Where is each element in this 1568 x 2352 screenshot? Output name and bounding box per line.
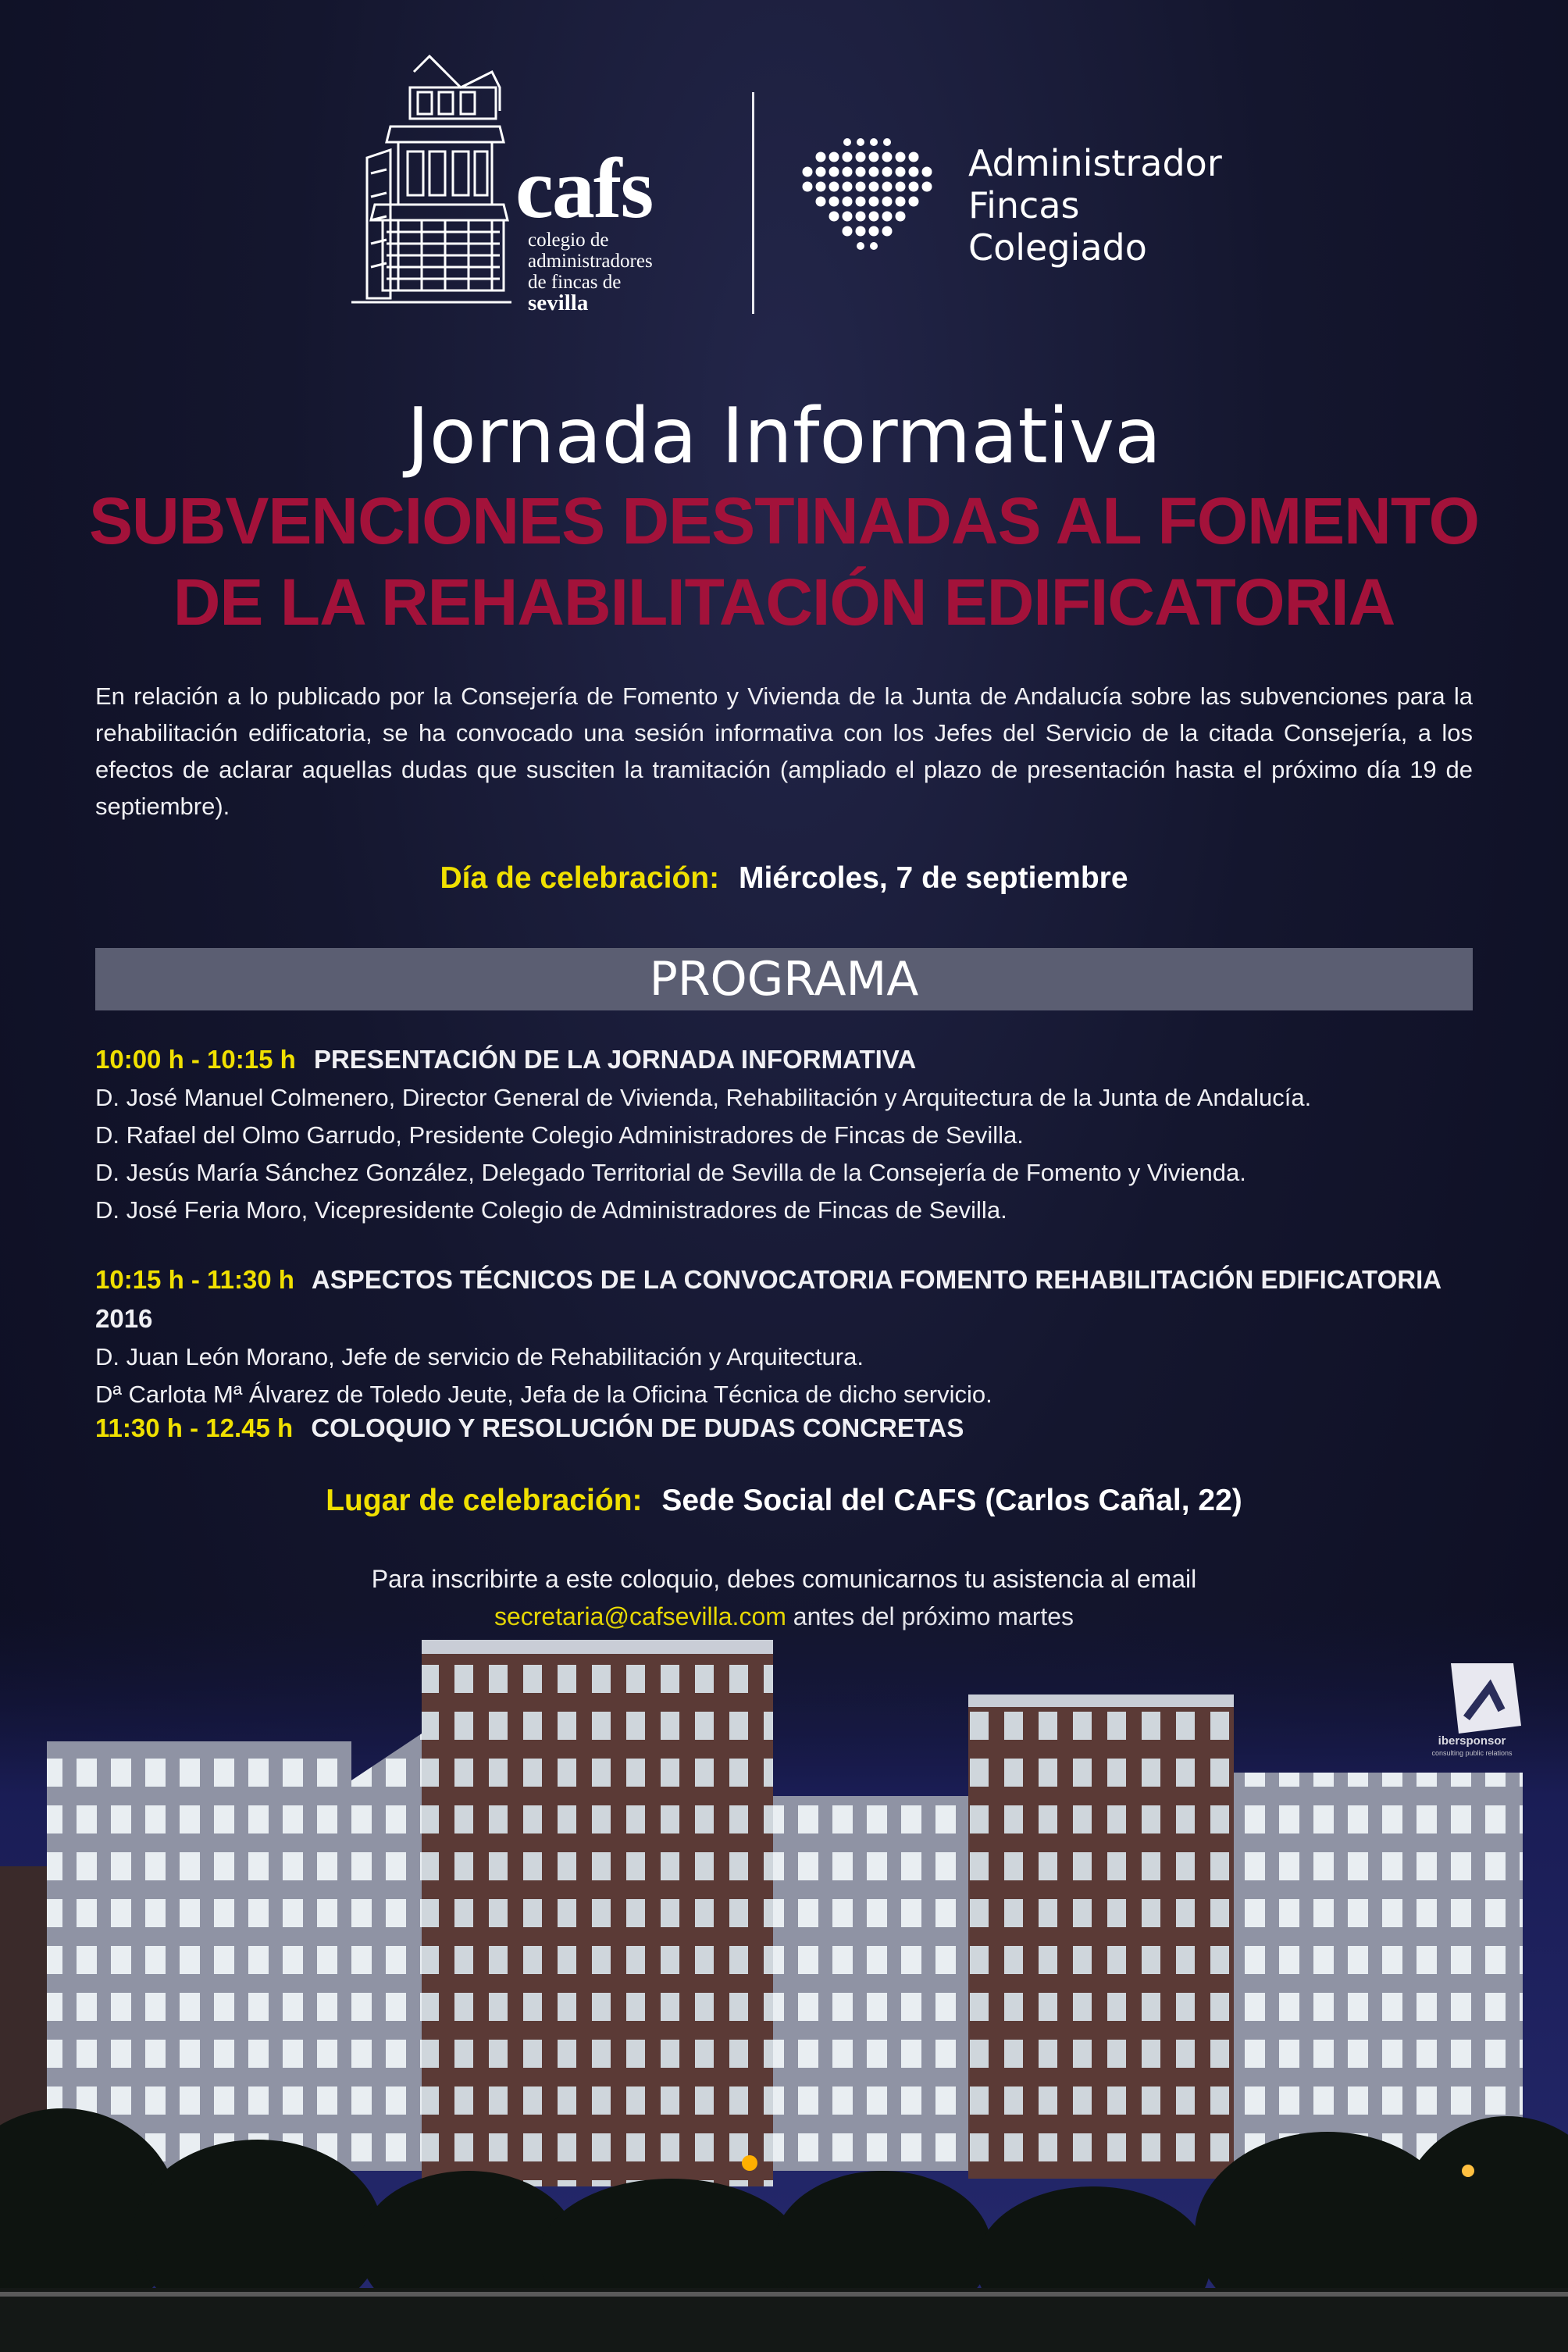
afc-dot bbox=[856, 152, 866, 162]
afc-dot bbox=[896, 182, 906, 192]
afc-dot bbox=[829, 197, 839, 207]
afc-dot bbox=[857, 242, 864, 250]
header-divider bbox=[752, 92, 754, 314]
afc-text-line: Colegiado bbox=[968, 226, 1147, 269]
cafs-subtitle-line: colegio de bbox=[528, 230, 609, 251]
afc-dot bbox=[856, 182, 866, 192]
afc-dot bbox=[856, 226, 866, 237]
afc-dot bbox=[843, 212, 853, 222]
afc-dot bbox=[816, 182, 826, 192]
program-time: 10:15 h - 11:30 h bbox=[95, 1265, 294, 1294]
afc-dot bbox=[883, 138, 891, 146]
afc-dot bbox=[803, 167, 813, 177]
event-date-value: Miércoles, 7 de septiembre bbox=[738, 861, 1128, 895]
speaker-line: Dª Carlota Mª Álvarez de Toledo Jeute, Jefa de la Oficina Técnica de dicho servicio. bbox=[95, 1381, 992, 1408]
program-time: 10:00 h - 10:15 h bbox=[95, 1045, 296, 1074]
afc-dot bbox=[869, 167, 879, 177]
afc-dot bbox=[843, 197, 853, 207]
afc-dot bbox=[870, 138, 878, 146]
afc-dot bbox=[869, 212, 879, 222]
program-block-header bbox=[95, 1260, 1473, 1338]
afc-dot bbox=[843, 138, 851, 146]
cafs-subtitle-line: de fincas de bbox=[528, 272, 622, 293]
afc-dot bbox=[857, 138, 864, 146]
program-block bbox=[95, 1260, 1473, 1413]
afc-dot bbox=[816, 152, 826, 162]
program-block-header bbox=[95, 1409, 1473, 1448]
cafs-subtitle-line: administradores bbox=[528, 251, 653, 272]
afc-dot bbox=[896, 152, 906, 162]
afc-dot bbox=[856, 212, 866, 222]
afc-dot bbox=[882, 152, 893, 162]
cafs-logo-subtitle bbox=[528, 230, 653, 314]
program-block bbox=[95, 1409, 1473, 1448]
afc-dot bbox=[843, 167, 853, 177]
afc-text-line: Administrador bbox=[968, 142, 1222, 184]
speaker-line: D. José Feria Moro, Vicepresidente Colegio de Administradores de Fincas de Sevilla. bbox=[95, 1196, 1007, 1224]
afc-dot bbox=[816, 197, 826, 207]
afc-dot bbox=[909, 182, 919, 192]
afc-logo-text bbox=[968, 142, 1222, 269]
afc-dot bbox=[882, 167, 893, 177]
program-time: 11:30 h - 12.45 h bbox=[95, 1413, 294, 1442]
registration-line: Para inscribirte a este coloquio, debes comunicarnos tu asistencia al email bbox=[371, 1565, 1197, 1593]
afc-dot bbox=[856, 197, 866, 207]
afc-dot bbox=[896, 167, 906, 177]
afc-dot bbox=[909, 197, 919, 207]
afc-dot bbox=[829, 212, 839, 222]
afc-dot bbox=[829, 167, 839, 177]
afc-dot bbox=[816, 167, 826, 177]
afc-dot bbox=[869, 197, 879, 207]
speaker-line: D. Juan León Morano, Jefe de servicio de Rehabilitación y Arquitectura. bbox=[95, 1343, 864, 1370]
afc-dot bbox=[882, 197, 893, 207]
ibersponsor-tagline: consulting public relations bbox=[1431, 1749, 1513, 1757]
afc-dot bbox=[896, 212, 906, 222]
subtitle-line-1: SUBVENCIONES DESTINADAS AL FOMENTO bbox=[89, 484, 1479, 558]
afc-dot bbox=[896, 197, 906, 207]
afc-dot bbox=[843, 182, 853, 192]
event-date bbox=[0, 859, 1568, 898]
afc-dot bbox=[803, 182, 813, 192]
program-title: COLOQUIO Y RESOLUCIÓN DE DUDAS CONCRETAS bbox=[311, 1413, 964, 1442]
intro-paragraph: En relación a lo publicado por la Consejería de Fomento y Vivienda de la Junta de Andalucía sobre las subvenciones para la rehabilitación edificatoria, se ha convocado una sesión informativa con los Jefes del Servicio de la citada Consejería, a los efectos de aclarar aquellas dudas que susciten la tramitación (ampliado el plazo de presentación hasta el próximo día 19 de septiembre). bbox=[95, 682, 1473, 820]
speaker-line: D. José Manuel Colmenero, Director General de Vivienda, Rehabilitación y Arquitectura de la Junta de Andalucía. bbox=[95, 1084, 1312, 1111]
event-location bbox=[0, 1479, 1568, 1523]
program-block-header bbox=[95, 1040, 1473, 1079]
event-date-label: Día de celebración: bbox=[440, 861, 720, 895]
subtitle-line-2: DE LA REHABILITACIÓN EDIFICATORIA bbox=[173, 565, 1395, 639]
event-location-label: Lugar de celebración: bbox=[326, 1484, 643, 1517]
afc-dot bbox=[869, 226, 879, 237]
cafs-subtitle-line: sevilla bbox=[528, 290, 589, 315]
programa-heading: PROGRAMA bbox=[649, 952, 919, 1007]
afc-text-line: Fincas bbox=[968, 184, 1080, 226]
afc-dot bbox=[869, 182, 879, 192]
program-block bbox=[95, 1040, 1473, 1229]
afc-dot bbox=[856, 167, 866, 177]
ibersponsor-logo-icon bbox=[1435, 1655, 1529, 1765]
page-subtitle bbox=[0, 480, 1568, 643]
afc-dot bbox=[909, 167, 919, 177]
cafs-building-logo bbox=[344, 41, 523, 311]
afc-dot bbox=[870, 242, 878, 250]
afc-dot bbox=[922, 182, 932, 192]
afc-dot bbox=[829, 182, 839, 192]
building-photo bbox=[0, 1609, 1568, 2352]
program-title: ASPECTOS TÉCNICOS DE LA CONVOCATORIA FOMENTO REHABILITACIÓN EDIFICATORIA 2016 bbox=[95, 1265, 1441, 1333]
afc-dots-logo bbox=[801, 134, 934, 259]
afc-dot bbox=[843, 226, 853, 237]
afc-dot bbox=[829, 152, 839, 162]
event-location-value: Sede Social del CAFS (Carlos Cañal, 22) bbox=[661, 1484, 1242, 1517]
afc-dot bbox=[909, 152, 919, 162]
speaker-line: D. Jesús María Sánchez González, Delegado Territorial de Sevilla de la Consejería de Fomento y Vivienda. bbox=[95, 1159, 1246, 1186]
afc-dot bbox=[882, 182, 893, 192]
speaker-line: D. Rafael del Olmo Garrudo, Presidente Colegio Administradores de Fincas de Sevilla. bbox=[95, 1121, 1024, 1149]
afc-dot bbox=[882, 212, 893, 222]
page-title: Jornada Informativa bbox=[406, 392, 1162, 481]
afc-dot bbox=[922, 167, 932, 177]
afc-dot bbox=[882, 226, 893, 237]
cafs-logo-wordmark: cafs bbox=[515, 141, 653, 236]
afc-dot bbox=[843, 152, 853, 162]
afc-dot bbox=[869, 152, 879, 162]
ibersponsor-name: ibersponsor bbox=[1438, 1734, 1506, 1748]
program-title: PRESENTACIÓN DE LA JORNADA INFORMATIVA bbox=[313, 1045, 917, 1074]
